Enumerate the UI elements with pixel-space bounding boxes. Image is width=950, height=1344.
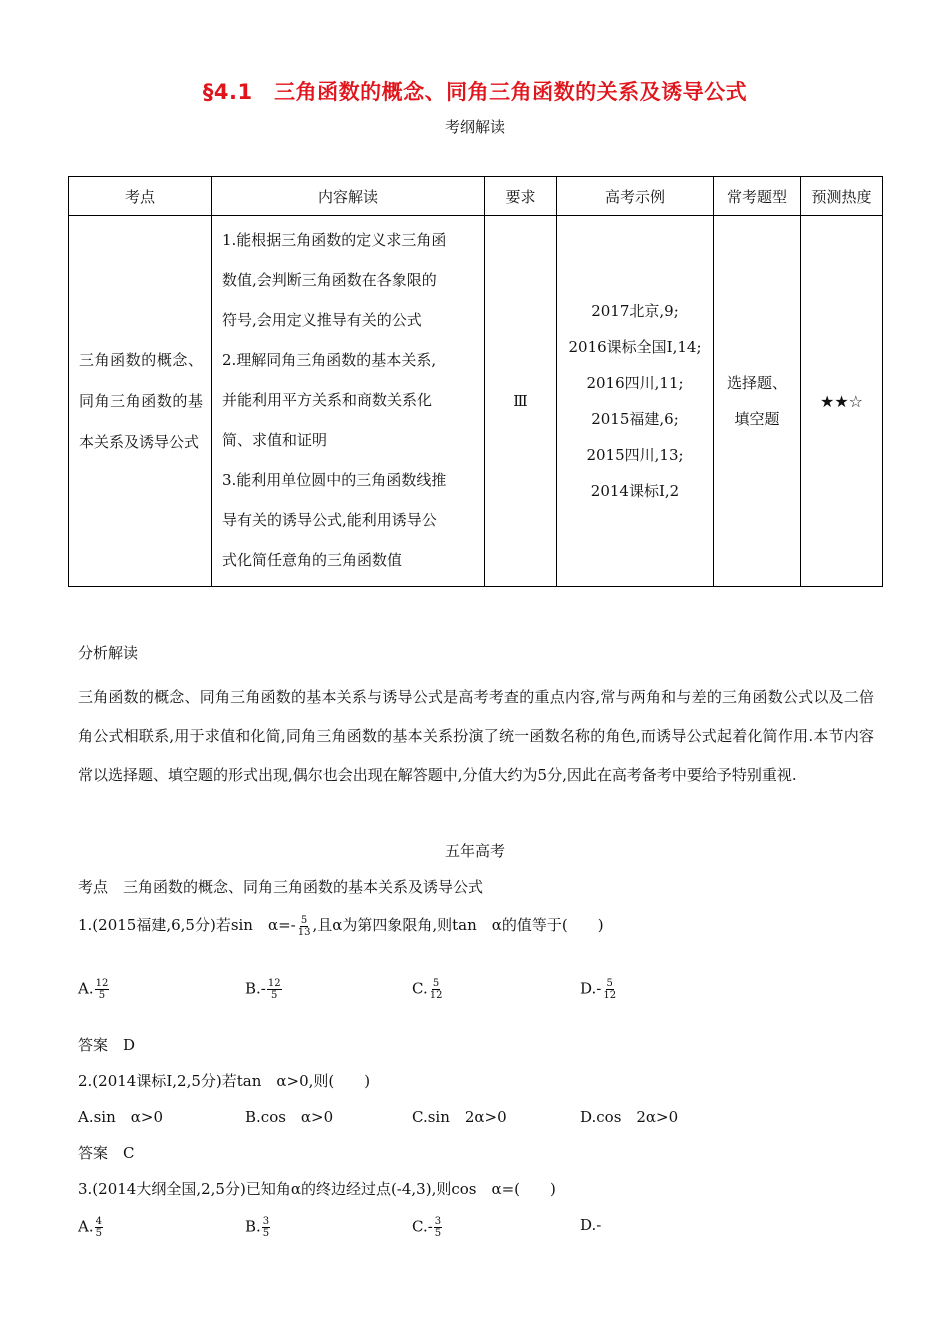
cell-examples	[557, 216, 714, 587]
header-heat: 预测热度	[801, 177, 883, 216]
table-header-row	[69, 177, 883, 216]
type-item: 选择题、	[726, 374, 787, 392]
example-item: 2017北京,9;	[591, 302, 679, 320]
page-title: §4.1 三角函数的概念、同角三角函数的关系及诱导公式	[202, 80, 748, 104]
q3-option-c[interactable]	[412, 1216, 443, 1239]
question-2-stem: 2.(2014课标Ⅰ,2,5分)若tan α>0,则( )	[78, 1072, 371, 1090]
fraction-denominator: 5	[434, 1228, 442, 1239]
content-line: 2.理解同角三角函数的基本关系,	[222, 351, 437, 369]
fraction-denominator: 5	[95, 1228, 102, 1239]
option-label: A.	[78, 1217, 94, 1236]
five-years-heading: 五年高考	[444, 842, 505, 860]
cell-kaodian: 三角函数的概念、同角三角函数的基本关系及诱导公式	[69, 216, 212, 587]
analysis-text: 三角函数的概念、同角三角函数的基本关系与诱导公式是高考考查的重点内容,常与两角和与差的三角函数公式以及二倍角公式相联系,用于求值和化简,同角三角函数的基本关系扮演了统一函数名称的角色,而诱导公式起着化简作用.本节内容常以选择题、填空题的形式出现,偶尔也会出现在解答题中,分值大约为5分,因此在高考备考中要给予特别重视.	[78, 688, 874, 784]
content-line: 3.能利用单位圆中的三角函数线推	[222, 471, 447, 489]
fraction-numerator: 5	[300, 914, 308, 926]
option-fraction	[429, 978, 444, 1001]
option-label: B.	[245, 1217, 261, 1236]
fraction-numerator: 4	[95, 1216, 102, 1227]
section-subtitle: 考纲解读	[444, 118, 505, 136]
fraction-denominator: 12	[429, 990, 443, 1001]
cell-types	[714, 216, 801, 587]
option-label: C.	[412, 1217, 428, 1236]
fraction-denominator: 5	[271, 990, 278, 1001]
fraction-denominator: 5	[262, 1228, 270, 1239]
option-label: D.	[580, 979, 597, 998]
header-types: 常考题型	[714, 177, 801, 216]
fraction-numerator: 3	[434, 1216, 442, 1227]
content-line: 符号,会用定义推导有关的公式	[222, 311, 422, 329]
example-item: 2015福建,6;	[591, 410, 679, 428]
option-label: D.	[580, 1216, 597, 1234]
q3-option-b[interactable]	[245, 1216, 271, 1239]
q1-option-b[interactable]	[245, 978, 283, 1001]
header-requirement: 要求	[485, 177, 557, 216]
syllabus-table	[68, 176, 883, 587]
cell-heat-stars: ★★☆	[801, 216, 883, 587]
q1-option-a[interactable]	[78, 978, 110, 1001]
header-kaodian: 考点	[69, 177, 212, 216]
content-line: 导有关的诱导公式,能利用诱导公	[222, 511, 437, 529]
fraction-numerator: 12	[267, 978, 281, 989]
option-sign: -	[427, 1217, 433, 1236]
q1-option-d[interactable]	[580, 978, 618, 1001]
q2-answer: 答案 C	[78, 1144, 135, 1162]
analysis-title: 分析解读	[78, 644, 139, 662]
content-line: 数值,会判断三角函数在各象限的	[222, 271, 437, 289]
fraction-denominator: 12	[603, 990, 617, 1001]
option-sign: -	[596, 1216, 602, 1234]
example-item: 2015四川,13;	[586, 446, 684, 464]
cell-requirement: Ⅲ	[485, 216, 557, 587]
option-sign: -	[260, 979, 266, 998]
header-content: 内容解读	[212, 177, 485, 216]
example-item: 2016课标全国Ⅰ,14;	[568, 338, 702, 356]
q1-answer: 答案 D	[78, 1036, 136, 1054]
option-label: B.	[245, 979, 261, 998]
kaodian-label: 考点 三角函数的概念、同角三角函数的基本关系及诱导公式	[78, 878, 484, 896]
content-line: 1.能根据三角函数的定义求三角函	[222, 231, 447, 249]
option-label: A.	[78, 979, 94, 998]
q3-option-d[interactable]	[580, 1216, 601, 1234]
option-fraction	[95, 978, 110, 1001]
option-fraction	[602, 978, 617, 1001]
fraction-numerator: 5	[432, 978, 440, 989]
question-3-stem: 3.(2014大纲全国,2,5分)已知角α的终边经过点(-4,3),则cos α=( )	[78, 1180, 556, 1198]
header-examples: 高考示例	[557, 177, 714, 216]
content-line: 并能利用平方关系和商数关系化	[222, 391, 433, 409]
q1-stem-part-b: ,且α为第四象限角,则tan α的值等于( )	[312, 916, 604, 934]
fraction-numerator: 5	[606, 978, 613, 989]
option-fraction	[434, 1216, 442, 1239]
fraction-denominator: 13	[297, 926, 311, 938]
fraction-numerator: 12	[95, 978, 109, 989]
q2-option-d[interactable]: D.cos 2α>0	[580, 1108, 679, 1126]
q1-fraction	[297, 915, 312, 938]
q2-option-a[interactable]: A.sin α>0	[78, 1108, 163, 1126]
option-label: C.	[412, 979, 428, 998]
option-fraction	[95, 1216, 103, 1239]
option-sign: -	[596, 979, 602, 998]
content-line: 简、求值和证明	[222, 431, 328, 449]
q3-option-a[interactable]	[78, 1216, 104, 1239]
fraction-denominator: 5	[98, 990, 106, 1001]
type-item: 填空题	[734, 410, 780, 428]
option-fraction	[262, 1216, 270, 1239]
q1-stem-part-a: 1.(2015福建,6,5分)若sin α=-	[78, 916, 296, 934]
q2-option-c[interactable]: C.sin 2α>0	[412, 1108, 507, 1126]
q2-option-b[interactable]: B.cos α>0	[245, 1108, 334, 1126]
example-item: 2016四川,11;	[586, 374, 684, 392]
example-item: 2014课标Ⅰ,2	[590, 482, 680, 500]
q1-option-c[interactable]	[412, 978, 444, 1001]
content-line: 式化简任意角的三角函数值	[222, 551, 403, 569]
question-1-stem	[78, 914, 604, 938]
fraction-numerator: 3	[262, 1216, 270, 1227]
option-fraction	[267, 978, 282, 1001]
table-row	[69, 216, 883, 587]
cell-content	[212, 216, 485, 587]
